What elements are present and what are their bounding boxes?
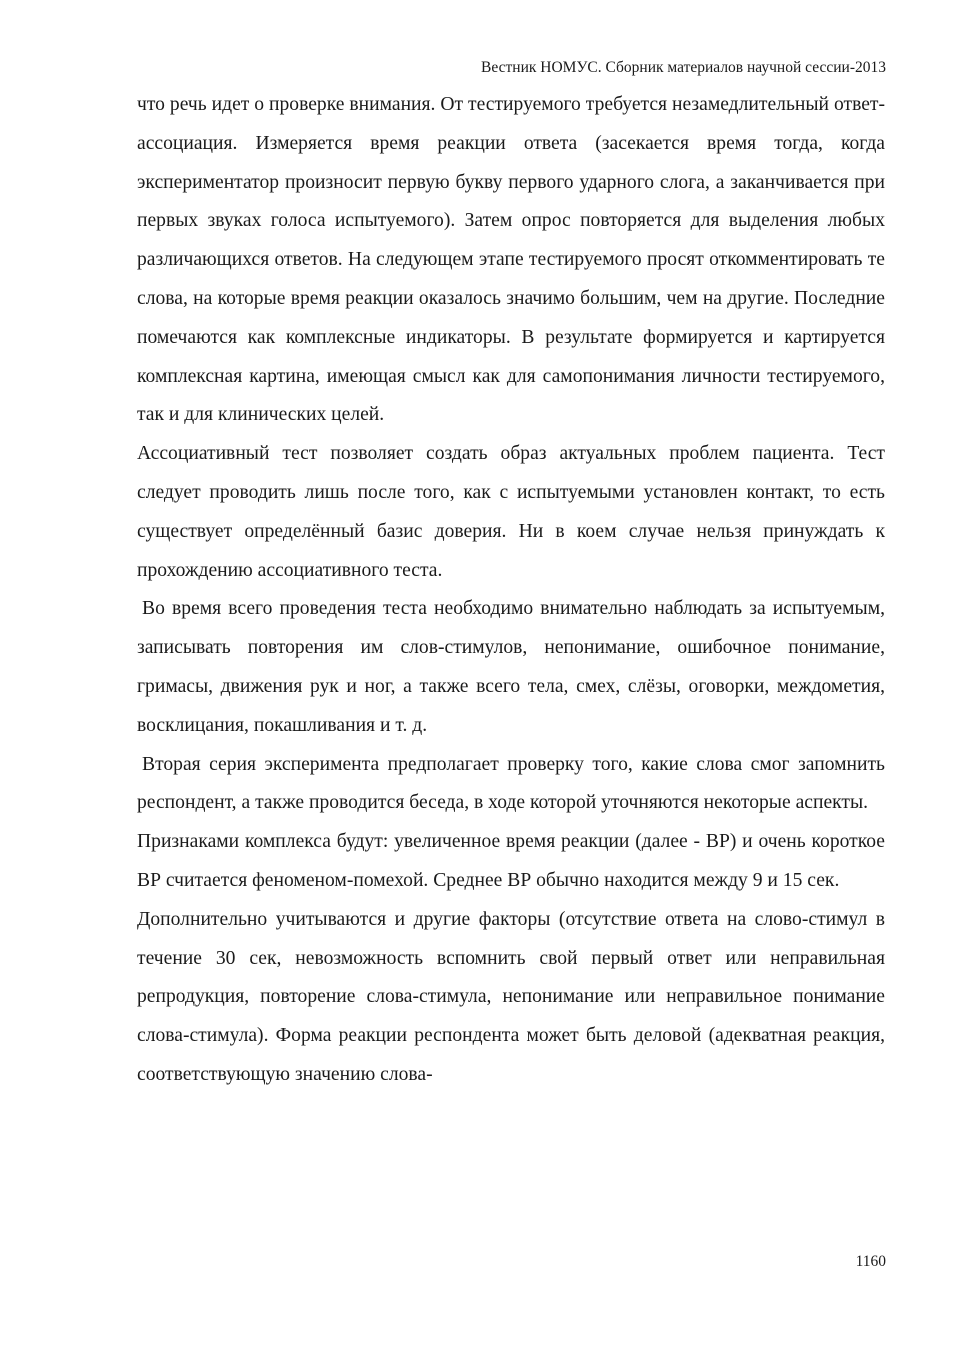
paragraph-test-procedure: что речь идет о проверке внимания. От тестируемого требуется незамедлительный ответ-ассоциация. Измеряется время реакции ответа (засекается время тогда, когда экспериментатор произносит первую букву первого ударного слога, а заканчивается при первых звуках голоса испытуемого). Затем опрос повторяется для выделения любых различающихся ответов. На следующем этапе тестируемого просят откомментировать те слова, на которые время реакции оказалось значимо большим, чем на другие. Последние помечаются как комплексные индикаторы. В результате формируется и картируется комплексная картина, имеющая смысл как для самопонимания личности тестируемого, так и для клинических целей. [137,94,885,426]
paragraph-additional-factors: Дополнительно учитываются и другие факторы (отсутствие ответа на слово-стимул в течение 30 сек, невозможность вспомнить свой первый ответ или неправильная репродукция, повторение слова-стимула, непонимание или неправильное понимание слова-стимула). Форма реакции респондента может быть деловой (адекватная реакция, соответствующую значению слова- [137,908,885,1085]
paragraph-complex-signs: Признаками комплекса будут: увеличенное время реакции (далее - ВР) и очень короткое ВР считается феноменом-помехой. Среднее ВР обычно находится между 9 и 15 сек. [137,831,885,891]
body-text [137,86,885,1095]
paragraph-second-series: Вторая серия эксперимента предполагает проверку того, какие слова смог запомнить респондент, а также проводится беседа, в ходе которой уточняются некоторые аспекты. [137,753,885,814]
page-number: 1160 [855,1253,886,1270]
running-header: Вестник НОМУС. Сборник материалов научной сессии-2013 [481,59,886,76]
paragraph-association-test: Ассоциативный тест позволяет создать образ актуальных проблем пациента. Тест следует проводить лишь после того, как с испытуемыми установлен контакт, то есть существует определённый базис доверия. Ни в коем случае нельзя принуждать к прохождению ассоциативного теста. [137,443,885,581]
paragraph-observation: Во время всего проведения теста необходимо внимательно наблюдать за испытуемым, записывать повторения им слов-стимулов, непонимание, ошибочное понимание, гримасы, движения рук и ног, а также всего тела, смех, слёзы, оговорки, междометия, восклицания, покашливания и т. д. [137,598,885,736]
